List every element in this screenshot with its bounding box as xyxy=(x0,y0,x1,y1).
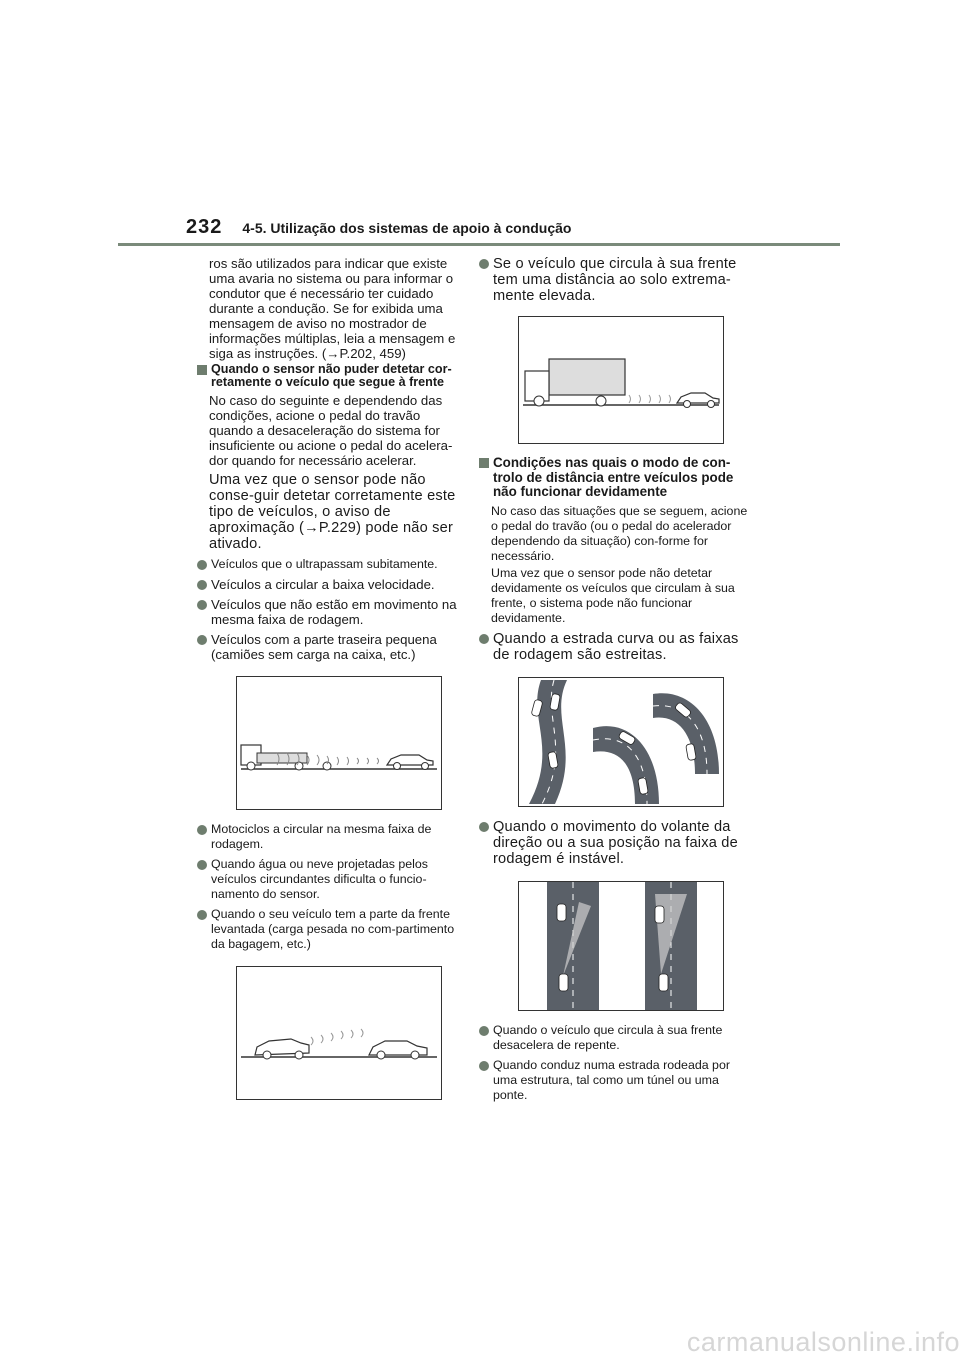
square-bullet-icon xyxy=(479,458,489,468)
paragraph: No caso das situações que se seguem, acione o pedal do travão (ou o pedal do acelerador dependendo da situação) con-forme for necessário. xyxy=(491,503,748,563)
list-item: Quando a estrada curva ou as faixas de rodagem são estreitas. xyxy=(491,631,753,663)
page-number: 232 xyxy=(186,216,223,238)
paragraph: Uma vez que o sensor pode não detetar devidamente os veículos que circulam à sua frente, o sistema pode não funcionar devidamente. xyxy=(491,565,735,625)
list-item: Veículos que o ultrapassam subitamente. xyxy=(209,557,467,572)
figure-curved-roads xyxy=(518,677,724,807)
high-clearance-truck-illustration xyxy=(519,317,723,443)
figure-low-truck xyxy=(236,676,442,810)
raised-car-illustration xyxy=(237,967,441,1099)
page-header xyxy=(186,216,571,239)
curved-roads-illustration xyxy=(519,678,723,806)
header-rule xyxy=(118,243,840,246)
paragraph: Uma vez que o sensor pode não conse-guir detetar corretamente este tipo de veículos, o aviso de aproximação (→P.229) pode não ser ativado. xyxy=(209,472,456,552)
figure-high-truck xyxy=(518,316,724,444)
bullet-dot-icon xyxy=(479,634,489,644)
section-heading-detection: Quando o sensor não puder detetar cor-retamente o veículo que segue à frente xyxy=(209,363,467,389)
left-column xyxy=(209,256,467,1112)
list-item: Quando conduz numa estrada rodeada por uma estrutura, tal como um túnel ou uma ponte. xyxy=(491,1058,753,1103)
section-heading-conditions: Condições nas quais o modo de con-trolo de distância entre veículos pode não funcionar devidamente xyxy=(491,456,753,500)
list-item: Quando o seu veículo tem a parte da frente levantada (carga pesada no com-partimento da bagagem, etc.) xyxy=(209,907,467,952)
bullet-dot-icon xyxy=(197,860,207,870)
figure-raised-front xyxy=(236,966,442,1100)
intro-paragraph: ros são utilizados para indicar que existe uma avaria no sistema ou para informar o condutor que é necessário ter cuidado durante a condução. Se for exibida uma mensagem de aviso no mostrador de informações múltiplas, leia a mensagem e siga as instruções. (→P.202, 459) xyxy=(209,256,456,361)
list-item: Quando o movimento do volante da direção ou a sua posição na faixa de rodagem é instável. xyxy=(491,819,753,867)
square-bullet-icon xyxy=(197,365,207,375)
bullet-dot-icon xyxy=(197,825,207,835)
bullet-dot-icon xyxy=(479,1026,489,1036)
bullet-dot-icon xyxy=(197,910,207,920)
watermark: carmanualsonline.info xyxy=(686,1327,960,1357)
truck-following-illustration xyxy=(237,677,441,809)
bullet-dot-icon xyxy=(197,560,207,570)
unstable-steering-illustration xyxy=(519,882,723,1010)
bullet-dot-icon xyxy=(479,1061,489,1071)
truck-bed xyxy=(257,753,307,763)
list-item: Se o veículo que circula à sua frente tem uma distância ao solo extrema-mente elevada. xyxy=(491,256,753,304)
section-title: 4-5. Utilização dos sistemas de apoio à condução xyxy=(242,220,572,236)
list-item: Quando água ou neve projetadas pelos veículos circundantes dificulta o funcio-namento do sensor. xyxy=(209,857,467,902)
figure-unstable-steering xyxy=(518,881,724,1011)
bullet-dot-icon xyxy=(479,822,489,832)
list-item: Motociclos a circular na mesma faixa de rodagem. xyxy=(209,822,467,852)
list-item: Veículos com a parte traseira pequena (camiões sem carga na caixa, etc.) xyxy=(209,632,467,662)
right-column xyxy=(491,256,753,1106)
bullet-dot-icon xyxy=(197,580,207,590)
bullet-dot-icon xyxy=(197,600,207,610)
bullet-dot-icon xyxy=(479,259,489,269)
paragraph: No caso do seguinte e dependendo das condições, acione o pedal do travão quando a desaceleração do sistema for insuficiente ou acione o pedal do acelera-dor quando for necessário acelerar. xyxy=(209,393,453,468)
truck-box xyxy=(549,359,625,395)
list-item: Veículos a circular a baixa velocidade. xyxy=(209,577,467,592)
list-item: Veículos que não estão em movimento na mesma faixa de rodagem. xyxy=(209,597,467,627)
list-item: Quando o veículo que circula à sua frente desacelera de repente. xyxy=(491,1023,753,1053)
bullet-dot-icon xyxy=(197,635,207,645)
